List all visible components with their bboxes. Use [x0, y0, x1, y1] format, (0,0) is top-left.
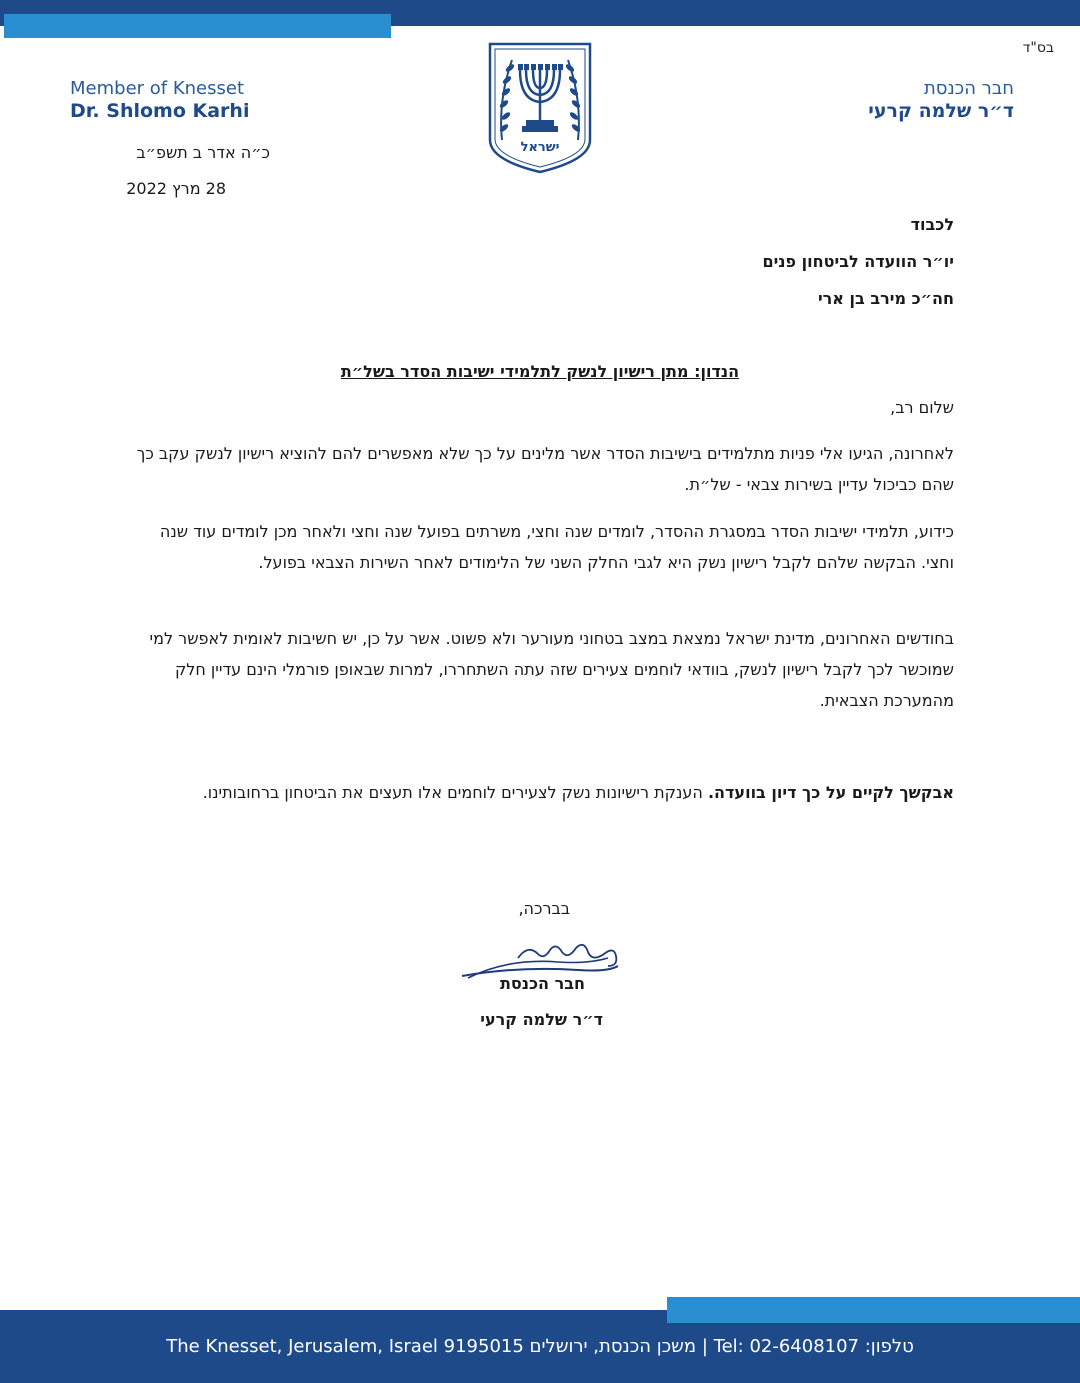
date-hebrew: כ״ה אדר ב תשפ״ב [136, 143, 270, 162]
request-rest: הענקת רישיונות נשק לצעירים לוחמים אלו תעצים את הביטחון ברחובותינו. [202, 783, 708, 802]
recipient-name: חה״כ מירב בן ארי [817, 289, 954, 308]
request-bold: אבקשך לקיים על כך דיון בוועדה. [707, 783, 954, 802]
date-gregorian: 28 מרץ 2022 [126, 179, 226, 198]
emblem-text: ישראל [520, 140, 560, 155]
top-bar-light [4, 14, 391, 38]
recipient-label: לכבוד [910, 215, 954, 234]
recipient-position: יו״ר הוועדה לביטחון פנים [762, 252, 954, 271]
bsd-mark: בס"ד [1022, 40, 1054, 56]
letterhead-english [70, 78, 250, 122]
letterhead-english-role: Member of Knesset [70, 78, 245, 99]
body-paragraph-1: לאחרונה, הגיעו אלי פניות מתלמידים בישיבות הסדר אשר מלינים על כך שלא מאפשרים להם להוציא רישיון לנשק עקב כך שהם כביכול עדיין בשירות צבאי - של״ת. [136, 444, 954, 494]
letterhead-hebrew-role: חבר הכנסת [923, 78, 1014, 99]
body-paragraph-3: בחודשים האחרונים, מדינת ישראל נמצאת במצב בטחוני מעורער ולא פשוט. אשר על כן, יש חשיבות לאומית לאפשר למי שמוכשר לכך לקבל רישיון לנשק, בוודאי לוחמים צעירים שזה עתה השתחררו, למרות שבאופן פורמלי הינם עדיין חלק מהמערכת הצבאית. [149, 629, 954, 710]
footer-bar-light [667, 1297, 1080, 1323]
footer-address: The Knesset, Jerusalem, Israel 9195015 משכן הכנסת, ירושלים | Tel: 02-6408107 :טלפון [166, 1336, 914, 1357]
greeting: שלום רב, [890, 398, 954, 417]
body-paragraph-4 [124, 777, 954, 808]
signature-title: חבר הכנסת [499, 974, 585, 993]
subject-text: הנדון: מתן רישיון לנשק לתלמידי ישיבות הסדר בשל״ת [340, 362, 740, 381]
body-paragraph-2: כידוע, תלמידי ישיבות הסדר במסגרת ההסדר, לומדים שנה וחצי, משרתים בפועל שנה וחצי ולאחר מכן לומדים עוד שנה וחצי. הבקשה שלהם לקבל רישיון נשק היא לגבי החלק השני של הלימודים לאחר השירות הצבאי בפועל. [159, 522, 954, 572]
closing: בברכה, [518, 899, 570, 918]
signature-name: ד״ר שלמה קרעי [480, 1010, 603, 1029]
subject-line [0, 362, 1080, 381]
letterhead-english-name: Dr. Shlomo Karhi [70, 100, 250, 122]
state-emblem-icon [486, 40, 594, 174]
letterhead-hebrew [814, 78, 1014, 122]
letterhead-hebrew-name: ד״ר שלמה קרעי [868, 100, 1014, 122]
